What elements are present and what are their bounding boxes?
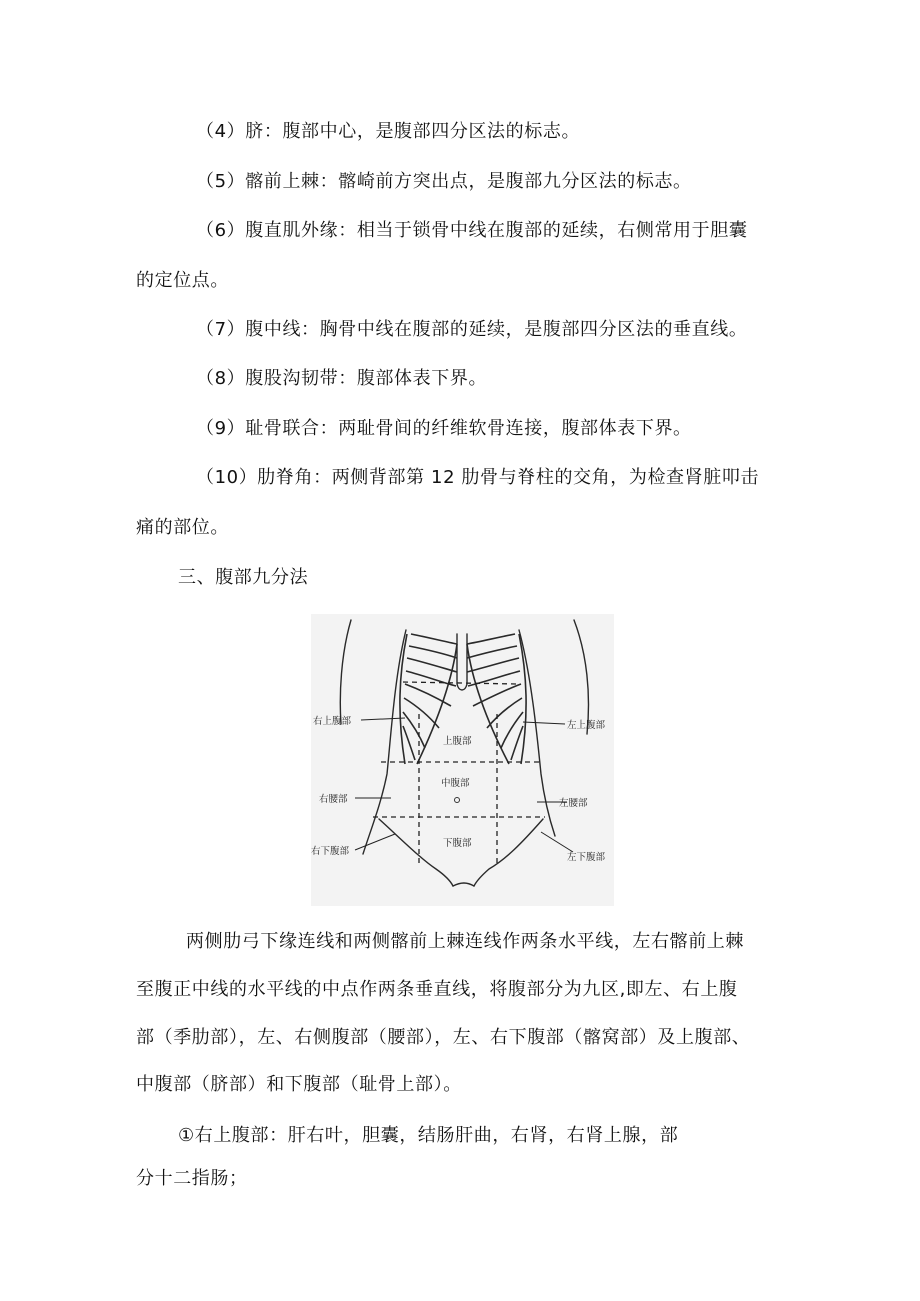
description-line-4: 中腹部（脐部）和下腹部（耻骨上部）。 [136,1074,462,1095]
description-line-2: 至腹正中线的水平线的中点作两条垂直线，将腹部分为九区,即左、右上腹 [136,979,738,1000]
section-heading: 三、腹部九分法 [178,567,309,588]
landmark-costovertebral-cont: 痛的部位。 [136,517,229,538]
landmark-costovertebral: （10）肋脊角：两侧背部第 12 肋骨与脊柱的交角，为检查肾脏叩击 [196,467,760,488]
label-left-lumbar: 左腰部 [559,798,588,809]
right-inguinal-outline [379,819,453,886]
torso-right-outline [363,630,406,854]
landmark-asis: （5）髂前上棘：髂崎前方突出点，是腹部九分区法的标志。 [196,171,692,192]
sternum [457,634,467,690]
label-right-upper: 右上腹部 [313,716,352,727]
left-arm-outline [574,620,588,734]
umbilicus-mark [455,798,460,803]
landmark-inguinal: （8）腹股沟韧带：腹部体表下界。 [196,368,488,389]
abdomen-nine-region-figure [311,614,614,906]
description-line-3: 部（季肋部），左、右侧腹部（腰部），左、右下腹部（髂窝部）及上腹部、 [136,1027,751,1048]
description-line-1: 两侧肋弓下缘连线和两侧髂前上棘连线作两条水平线，左右髂前上棘 [186,931,744,952]
landmark-rectus-margin: （6）腹直肌外缘：相当于锁骨中线在腹部的延续，右侧常用于胆囊 [196,220,748,241]
landmark-midline: （7）腹中线：胸骨中线在腹部的延续，是腹部四分区法的垂直线。 [196,319,748,340]
label-right-lower: 右下腹部 [311,846,350,857]
label-left-upper: 左上腹部 [567,720,606,731]
label-hypogastric: 下腹部 [443,838,472,849]
label-epigastric: 上腹部 [443,736,472,747]
landmark-rectus-margin-cont: 的定位点。 [136,270,229,291]
landmark-symphysis: （9）耻骨联合：两耻骨间的纤维软骨连接，腹部体表下界。 [196,418,692,439]
left-inguinal-outline [474,819,543,886]
label-umbilical: 中腹部 [441,778,470,789]
region-item-right-upper: ①右上腹部：肝右叶，胆囊，结肠肝曲，右肾，右肾上腺，部 [178,1125,679,1146]
right-arm-outline [340,620,351,724]
region-item-right-upper-cont: 分十二指肠； [136,1168,248,1189]
costal-top-line [403,682,517,684]
label-right-lumbar: 右腰部 [319,794,348,805]
landmark-umbilicus: （4）脐：腹部中心，是腹部四分区法的标志。 [196,121,581,142]
label-left-lower: 左下腹部 [567,852,606,863]
